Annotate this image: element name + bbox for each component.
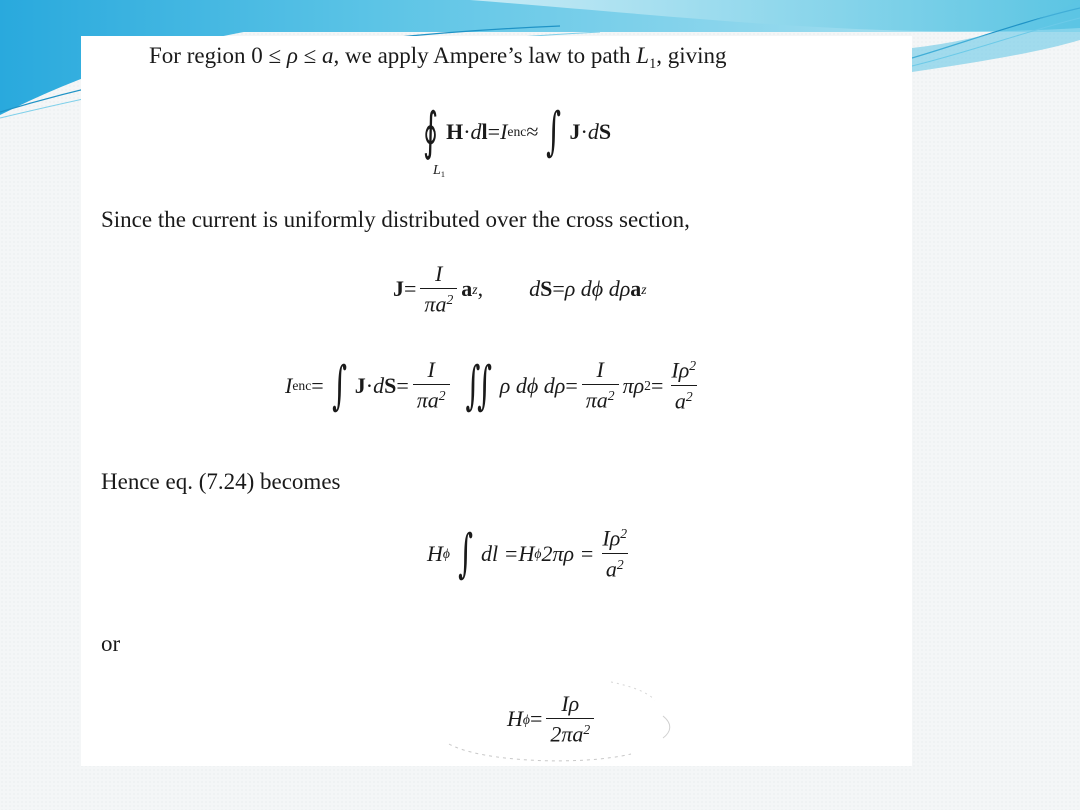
eq3-equals-4: = [650,372,664,398]
eq1-H: H [446,119,464,144]
eq3-f1-num: I [427,357,435,383]
eq1-dot2: · [580,119,588,144]
intro-L-sub: 1 [649,55,657,72]
eq3-fraction-2 [582,358,619,413]
eq3-enc: enc [292,377,312,393]
eq4-integral-sign: ∫ [458,523,473,584]
eq1-path-sub: 1 [440,169,446,180]
surface-integral-sign: ∫ [546,102,562,162]
eq4-fraction [598,526,631,581]
eq3-f2-pi: π [585,387,597,413]
eq3-fraction-3 [667,358,700,413]
eq1-enc: enc [507,124,527,140]
eq3-J: J [354,372,366,398]
equation-I-enc [285,355,704,416]
paragraph-hence: Hence eq. (7.24) becomes [101,469,341,494]
eq5-H: H [507,706,523,732]
eq3-f2-exp: 2 [607,388,615,404]
eq1-J: J [569,119,581,144]
eq2-equals-1: = [404,276,417,302]
eq1-dl-l: l [481,119,488,144]
eq3-f3-num-exp: 2 [689,358,697,373]
eq3-equals-1: = [311,372,324,398]
eq3-dot: · [365,372,374,398]
eq3-equals-2: = [396,372,409,398]
eq1-I: I [500,119,508,144]
eq2-dS-S: S [540,276,553,302]
eq5-den: 2πa [550,721,584,747]
eq3-integral-sign: ∫ [331,355,347,416]
eq3-f3-den-exp: 2 [685,388,693,404]
paragraph-or: or [101,631,121,656]
eq4-num: Iρ [602,525,621,551]
paragraph-intro [149,44,726,71]
eq2-frac-num: I [435,261,443,286]
eq5-equals: = [529,706,543,732]
eq4-H2: H [518,540,535,566]
eq4-H-sub: ϕ [442,545,450,561]
eq3-f2-num: I [596,357,604,383]
eq3-double-integral-sign: ∫∫ [465,355,489,416]
eq2-dS-d: d [529,276,541,302]
eq3-f2-a: a [596,387,608,413]
contour-integral-sign: ∮ [423,102,438,162]
eq1-path-label [433,164,445,179]
eq3-dS-d: d [373,372,385,398]
eq2-az-sub: z [472,281,478,297]
eq4-H: H [427,540,443,566]
eq1-equals: = [487,119,501,144]
eq3-pi-rho: πρ [622,372,645,398]
eq2-frac-exp: 2 [446,292,454,308]
equation-ampere-integral [415,102,612,162]
intro-L: L [636,43,650,68]
paragraph-uniform-current: Since the current is uniformly distributed over the cross section, [101,207,690,232]
eq1-dot1: · [463,119,471,144]
eq3-integrand: ρ dϕ dρ [499,372,566,398]
eq3-f1-a: a [427,387,439,413]
eq2-J: J [393,276,404,302]
scan-artifact-circle [441,676,681,766]
intro-le: ≤ [297,43,323,68]
eq1-dl-d: d [470,119,482,144]
eq4-mid: 2πρ = [541,540,595,566]
intro-a: a [322,43,334,68]
eq2-az: a [461,276,473,302]
eq3-f3-num: Iρ [671,357,690,383]
equation-H-phi-line-integral [427,523,635,584]
document-page [81,36,912,766]
eq4-den-exp: 2 [616,556,624,572]
eq2-comma: , [477,276,484,302]
eq3-f1-exp: 2 [438,388,446,404]
intro-text-3: , giving [656,43,727,68]
eq1-dS-S: S [598,119,612,144]
eq4-num-exp: 2 [620,526,628,541]
eq5-num: Iρ [561,691,580,716]
intro-rho: ρ [286,43,298,68]
eq3-I: I [285,372,293,398]
eq5-H-sub: ϕ [522,711,530,727]
eq3-f1-pi: π [416,387,428,413]
eq2-a2: a [630,276,642,302]
eq3-pi-rho-exp: 2 [644,377,651,393]
eq2-fraction [420,262,457,317]
eq1-dS-d: d [587,119,599,144]
eq2-frac-a: a [435,291,447,317]
equation-J-and-dS [393,262,647,317]
eq3-f3-den: a [674,388,686,414]
eq2-rhs: ρ dϕ dρ [564,276,631,302]
eq2-a2-sub: z [641,281,647,297]
eq3-equals-3: = [565,372,578,398]
intro-text-2: , we apply Ampere’s law to path [333,43,637,68]
eq2-equals-2: = [552,276,565,302]
eq4-den: a [605,556,617,582]
eq3-fraction-1 [413,358,450,413]
eq2-frac-pi: π [424,291,436,317]
eq1-path-L: L [433,163,441,178]
eq5-den-exp: 2 [583,722,591,738]
eq3-dS-S: S [384,372,397,398]
eq1-approx: ≈ [526,119,539,144]
eq4-dl: dl = [481,540,519,566]
intro-text-1: For region 0 ≤ [149,43,287,68]
eq4-H2-sub: ϕ [534,545,542,561]
